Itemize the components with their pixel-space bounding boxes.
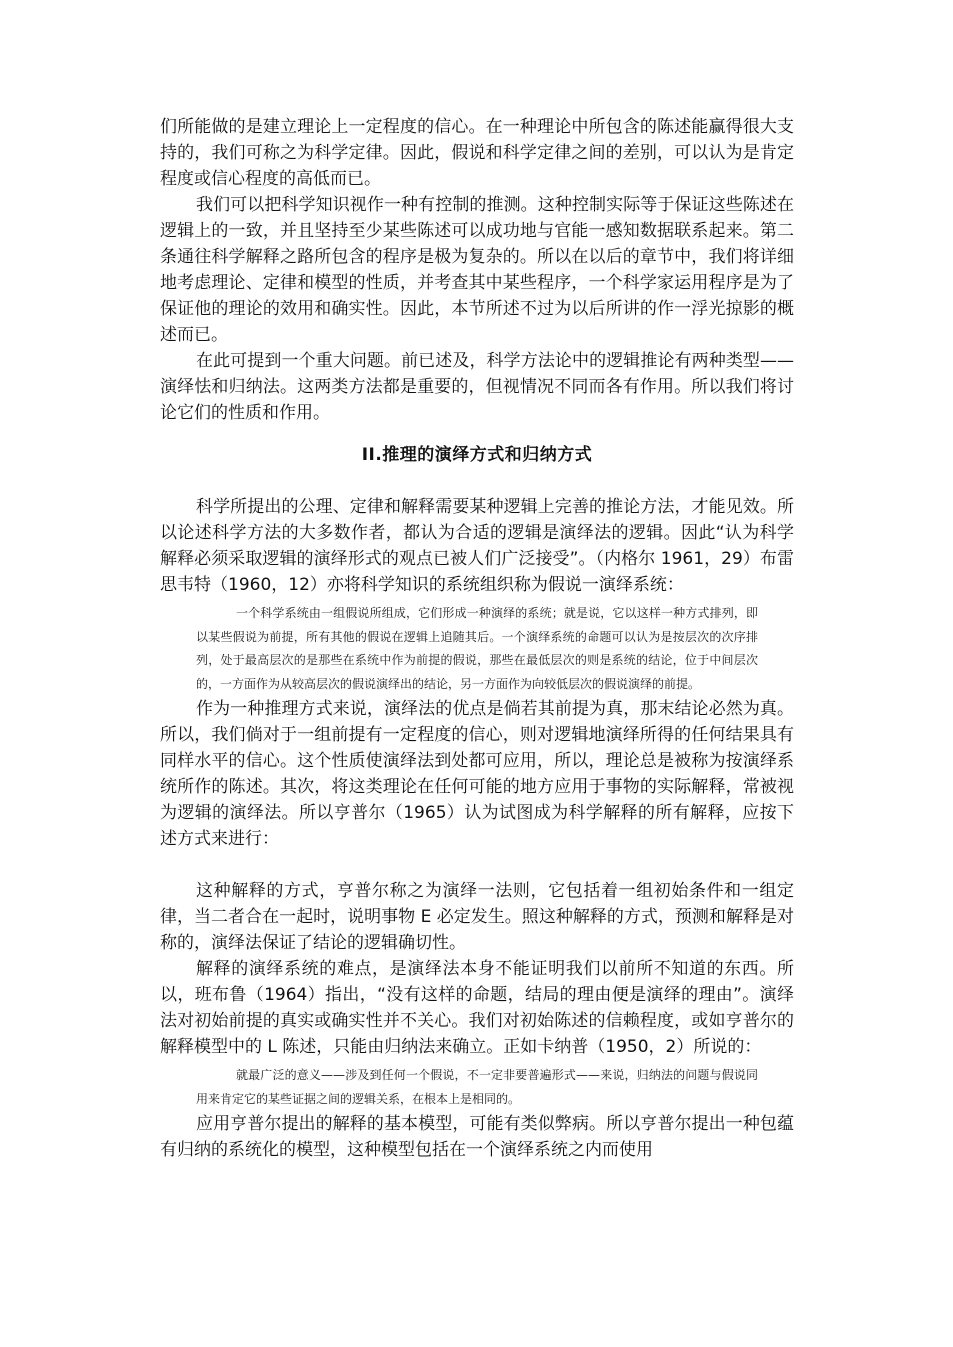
section-heading: II.推理的演绎方式和归纳方式	[361, 445, 593, 465]
spacer	[160, 852, 794, 878]
paragraph: 解释的演绎系统的难点，是演绎法本身不能证明我们以前所不知道的东西。所以，班布鲁（1964）指出，“没有这样的命题，结局的理由便是演绎的理由”。演绎法对初始前提的真实或确实性并不关心。我们对初始陈述的信赖程度，或如亨普尔的解释模型中的 L 陈述，只能由归纳法来确立。正如卡纳普（1950，2）所说的：	[160, 959, 794, 1057]
paragraph: 这种解释的方式，亨普尔称之为演绎一法则，它包括着一组初始条件和一组定律，当二者合在一起时，说明事物 E 必定发生。照这种解释的方式，预测和解释是对称的，演绎法保证了结论的逻辑确切性。	[160, 881, 794, 953]
block-quote: 一个科学系统由一组假说所组成，它们形成一种演绎的系统；就是说，它以这样一种方式排列，即以某些假说为前提，所有其他的假说在逻辑上追随其后。一个演绎系统的命题可以认为是按层次的次序排列，处于最高层次的是那些在系统中作为前提的假说，那些在最低层次的则是系统的结论，位于中间层次的，一方面作为从较高层次的假说演绎出的结论，另一方面作为向较低层次的假说演绎的前提。	[196, 606, 758, 691]
paragraph: 在此可提到一个重大问题。前已述及，科学方法论中的逻辑推论有两种类型——演绎怯和归纳法。这两类方法都是重要的，但视情况不同而各有作用。所以我们将讨论它们的性质和作用。	[160, 351, 794, 423]
paragraph: 们所能做的是建立理论上一定程度的信心。在一种理论中所包含的陈述能赢得很大支持的，我们可称之为科学定律。因此，假说和科学定律之间的差别，可以认为是肯定程度或信心程度的高低而已。	[160, 117, 794, 189]
paragraph: 应用亨普尔提出的解释的基本模型，可能有类似弊病。所以亨普尔提出一种包蕴有归纳的系统化的模型，这种模型包括在一个演绎系统之内而使用	[160, 1114, 794, 1160]
document-body	[160, 114, 794, 1163]
block-quote: 就最广泛的意义——涉及到任何一个假说，不一定非要普遍形式——来说，归纳法的问题与假说同用来肯定它的某些证据之间的逻辑关系，在根本上是相同的。	[196, 1068, 758, 1106]
paragraph: 作为一种推理方式来说，演绎法的优点是倘若其前提为真，那末结论必然为真。所以，我们倘对于一组前提有一定程度的信心，则对逻辑地演绎所得的任何结果具有同样水平的信心。这个性质使演绎法到处都可应用，所以，理论总是被称为按演绎系统所作的陈述。其次，将这类理论在任何可能的地方应用于事物的实际解释，常被视为逻辑的演绎法。所以亨普尔（1965）认为试图成为科学解释的所有解释，应按下述方式来进行：	[160, 699, 794, 849]
paragraph: 我们可以把科学知识视作一种有控制的推测。这种控制实际等于保证这些陈述在逻辑上的一致，并且坚持至少某些陈述可以成功地与官能一感知数据联系起来。第二条通往科学解释之路所包含的程序是极为复杂的。所以在以后的章节中，我们将详细地考虑理论、定律和模型的性质，并考查其中某些程序，一个科学家运用程序是为了保证他的理论的效用和确实性。因此，本节所述不过为以后所讲的作一浮光掠影的概述而已。	[160, 195, 794, 345]
paragraph: 科学所提出的公理、定律和解释需要某种逻辑上完善的推论方法，才能见效。所以论述科学方法的大多数作者，都认为合适的逻辑是演绎法的逻辑。因此“认为科学解释必须采取逻辑的演绎形式的观点已被人们广泛接受”。（内格尔 1961，29）布雷思韦特（1960，12）亦将科学知识的系统组织称为假说一演绎系统：	[160, 497, 794, 595]
